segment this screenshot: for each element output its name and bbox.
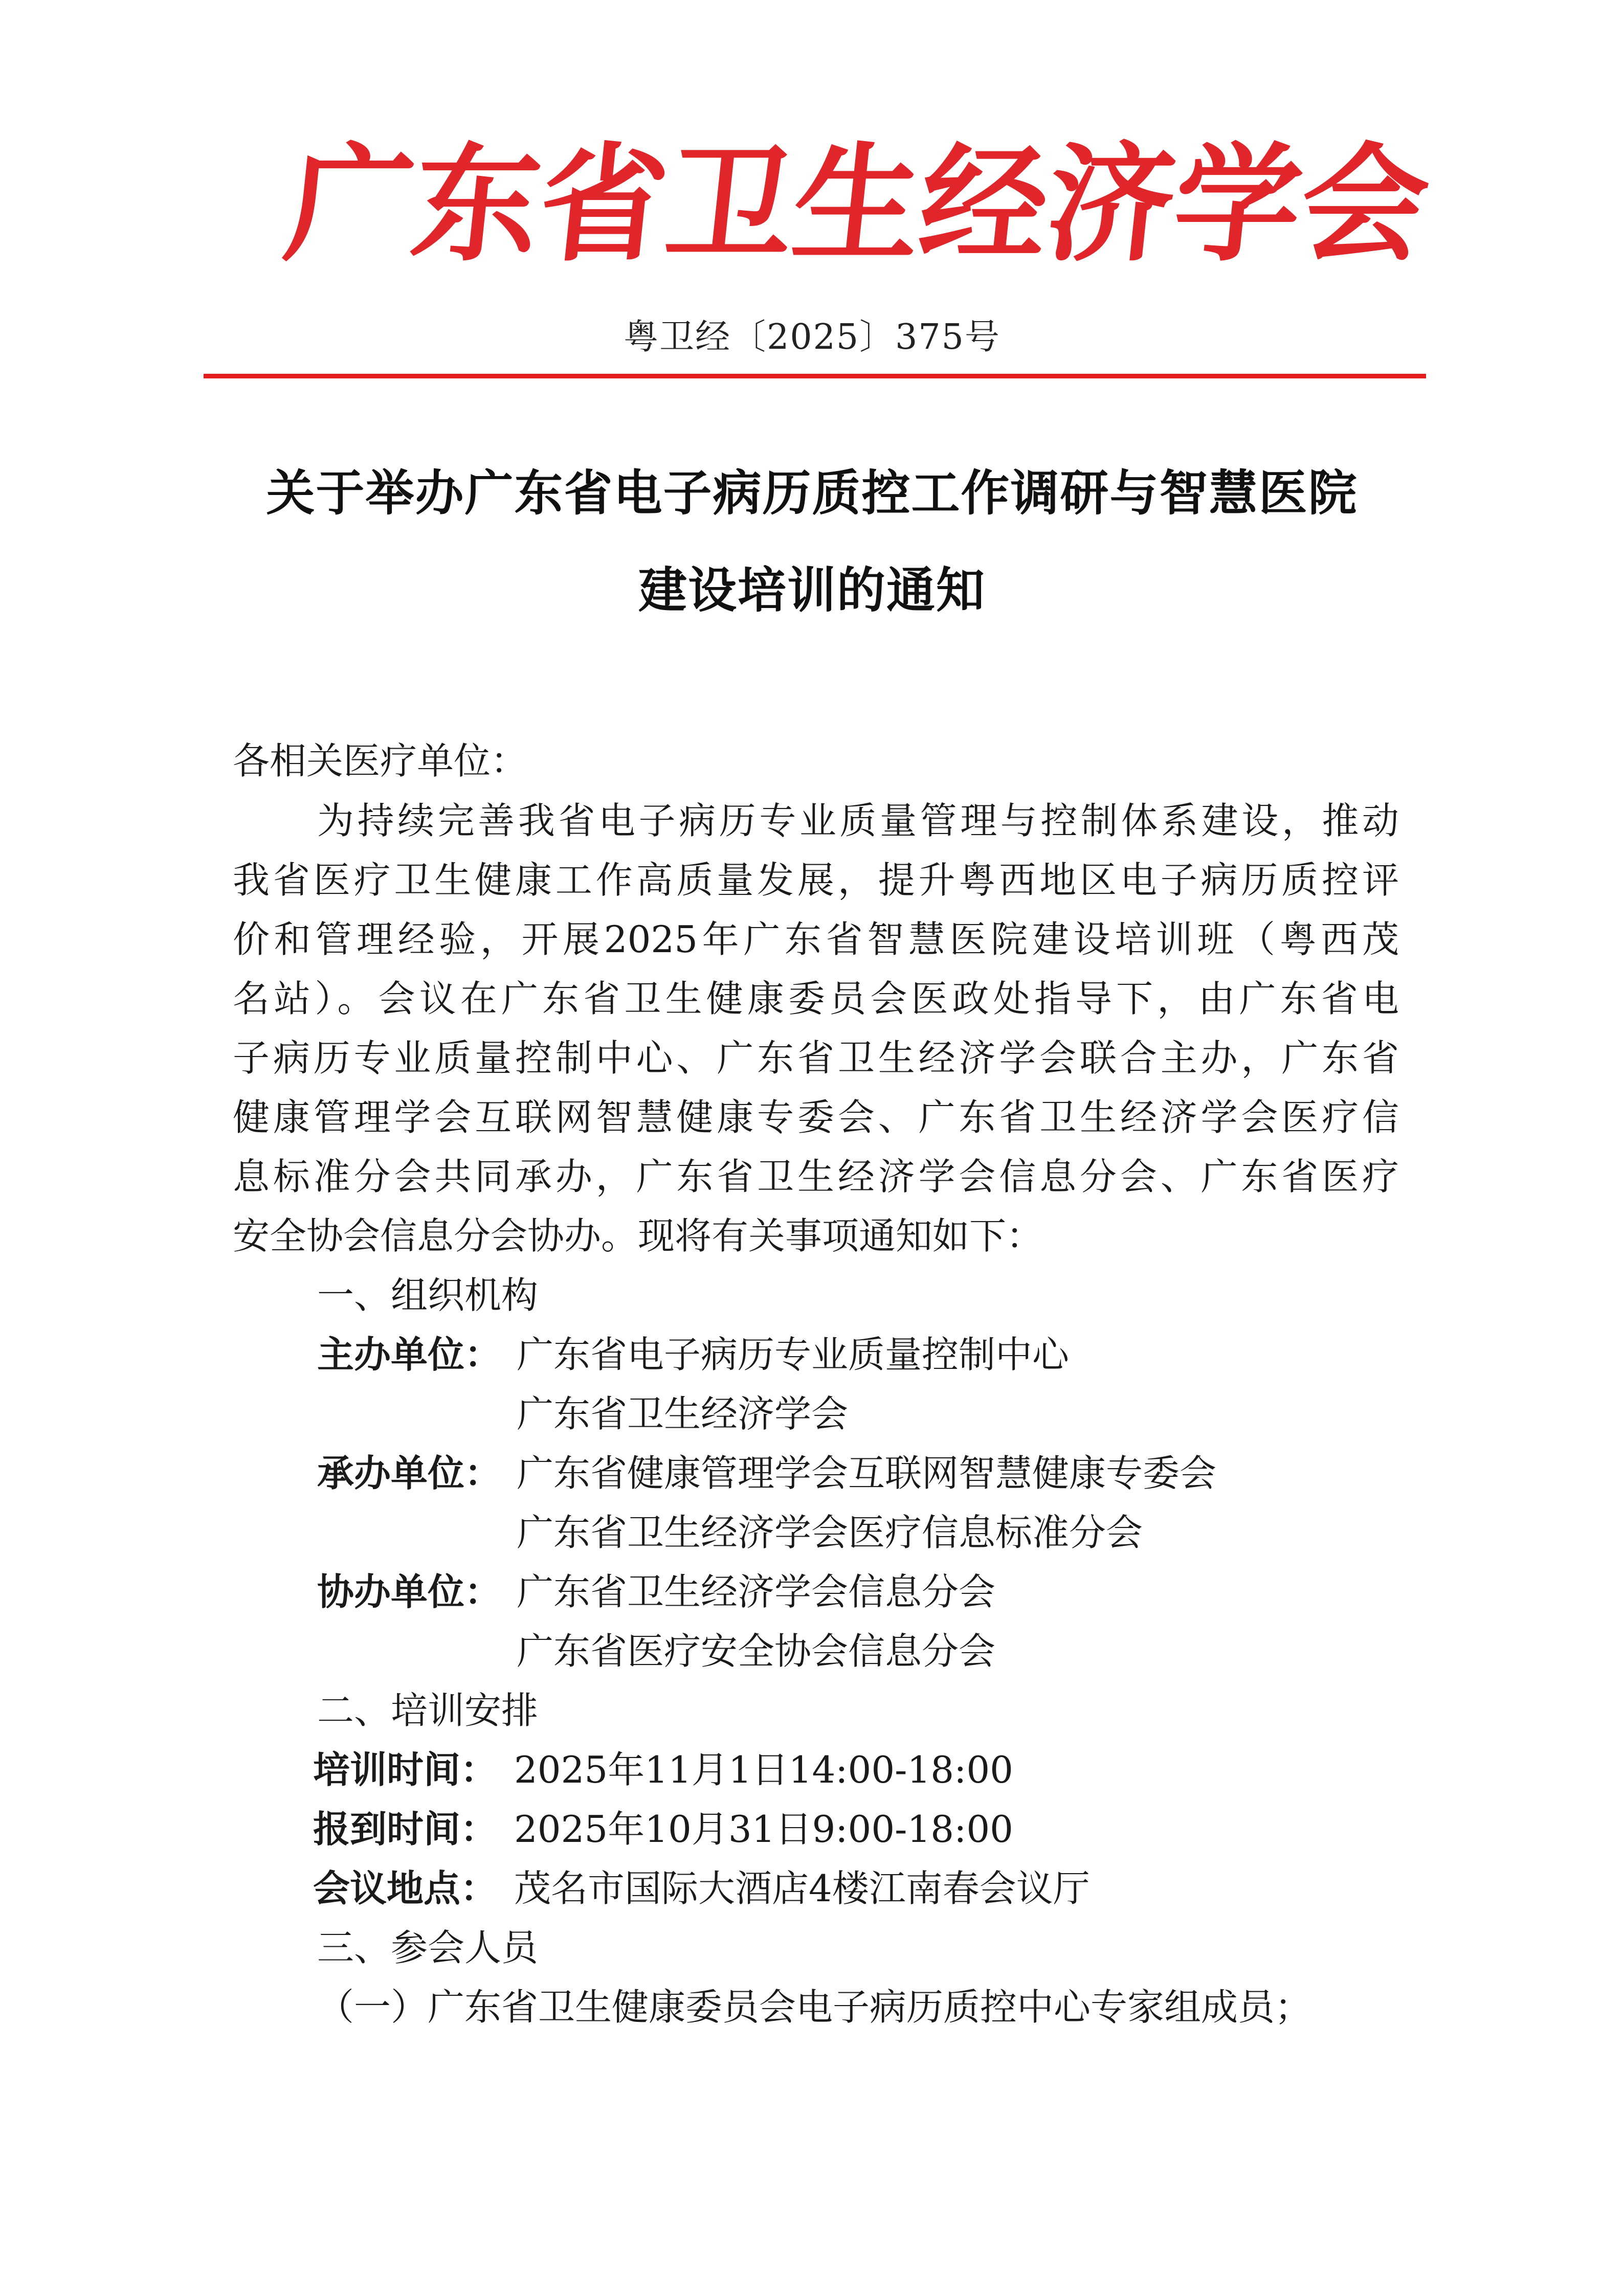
participants-item: （一）广东省卫生健康委员会电子病历质控中心专家组成员； [317,1986,1312,2029]
masthead-char: 学 [1166,130,1309,279]
paragraph-line: 为持续完善我省电子病历专业质量管理与控制体系建设，推动 [317,799,1399,842]
masthead-char: 卫 [659,130,802,279]
masthead-char: 会 [1293,130,1436,279]
masthead-char: 生 [786,130,929,279]
undertaker-label: 承办单位： [317,1452,502,1495]
checkin-time-value: 2025年10月31日9:00-18:00 [514,1808,1013,1851]
section-heading-participants: 三、参会人员 [317,1926,539,1969]
co-organizer-item: 广东省卫生经济学会信息分会 [517,1570,996,1613]
training-time-value: 2025年11月1日14:00-18:00 [514,1748,1013,1791]
paragraph-line: 我省医疗卫生健康工作高质量发展，提升粤西地区电子病历质控评 [233,859,1399,902]
document-number: 粤卫经〔2025〕375号 [624,317,1000,357]
co-organizer-item: 广东省医疗安全协会信息分会 [517,1630,996,1673]
undertaker-item: 广东省健康管理学会互联网智慧健康专委会 [517,1452,1217,1495]
paragraph-line: 名站）。会议在广东省卫生健康委员会医政处指导下，由广东省电 [233,977,1399,1020]
training-time-label: 培训时间： [313,1748,498,1791]
paragraph-line: 安全协会信息分会协办。现将有关事项通知如下： [233,1214,1043,1257]
co-organizer-label: 协办单位： [317,1570,502,1613]
paragraph-line: 子病历专业质量控制中心、广东省卫生经济学会联合主办，广东省 [233,1037,1399,1079]
paragraph-line: 健康管理学会互联网智慧健康专委会、广东省卫生经济学会医疗信 [233,1096,1399,1139]
masthead-char: 广 [278,130,421,279]
checkin-time-label: 报到时间： [313,1808,498,1851]
organizer-item: 广东省电子病历专业质量控制中心 [517,1333,1070,1376]
masthead-char: 省 [532,130,675,279]
undertaker-item: 广东省卫生经济学会医疗信息标准分会 [517,1511,1143,1554]
document-title-line-2: 建设培训的通知 [638,562,986,619]
masthead-char: 东 [405,130,548,279]
paragraph-line: 价和管理经验，开展2025年广东省智慧医院建设培训班（粤西茂 [233,918,1399,961]
section-heading-training: 二、培训安排 [317,1689,539,1732]
red-divider [204,374,1426,378]
paragraph-line: 息标准分会共同承办，广东省卫生经济学会信息分会、广东省医疗 [233,1155,1399,1198]
masthead-char: 济 [1039,130,1183,279]
salutation: 各相关医疗单位： [233,739,528,782]
venue-label: 会议地点： [313,1867,498,1910]
venue-value: 茂名市国际大酒店4楼江南春会议厅 [514,1867,1090,1910]
organizer-label: 主办单位： [317,1333,502,1376]
organizer-item: 广东省卫生经济学会 [517,1392,849,1435]
masthead-char: 经 [913,130,1056,279]
document-title-line-1: 关于举办广东省电子病历质控工作调研与智慧医院 [266,465,1358,522]
masthead-org-name [278,128,1436,281]
section-heading-organization: 一、组织机构 [317,1274,539,1317]
